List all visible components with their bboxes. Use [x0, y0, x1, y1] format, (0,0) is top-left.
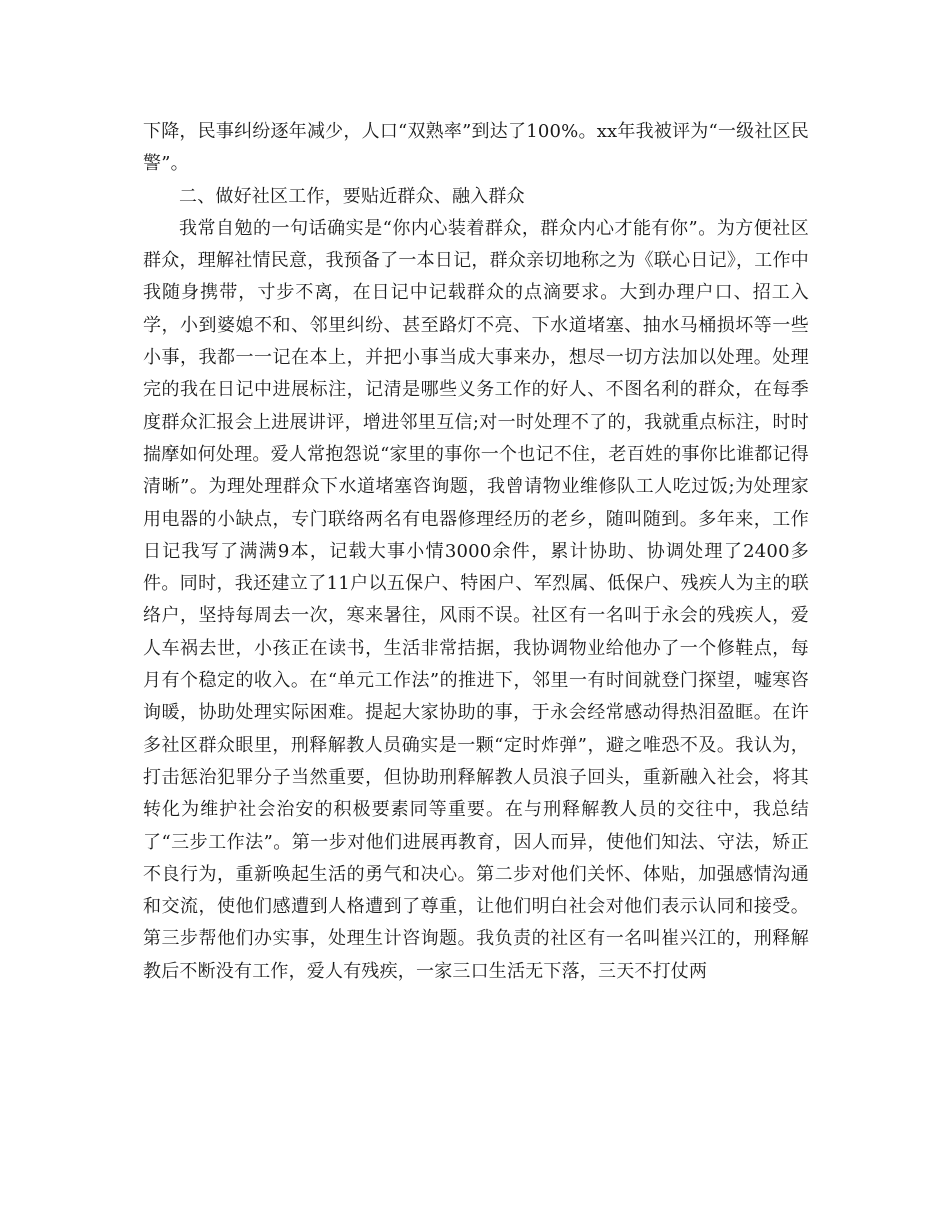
paragraph-body: 我常自勉的一句话确实是“你内心装着群众，群众内心才能有你”。为方便社区群众，理解社情民意，我预备了一本日记，群众亲切地称之为《联心日记》，工作中我随身携带，寸步不离，在日记中记载群众的点滴要求。大到办理户口、招工入学，小到婆媳不和、邻里纠纷、甚至路灯不亮、下水道堵塞、抽水马桶损坏等一些小事，我都一一记在本上，并把小事当成大事来办，想尽一切方法加以处理。处理完的我在日记中进展标注，记清是哪些义务工作的好人、不图名利的群众，在每季度群众汇报会上进展讲评，增进邻里互信;对一时处理不了的，我就重点标注，时时揣摩如何处理。爱人常抱怨说“家里的事你一个也记不住，老百姓的事你比谁都记得清晰”。为理处理群众下水道堵塞咨询题，我曾请物业维修队工人吃过饭;为处理家用电器的小缺点，专门联络两名有电器修理经历的老乡，随叫随到。多年来，工作日记我写了满满9本，记载大事小情3000余件，累计协助、协调处理了2400多件。同时，我还建立了11户以五保户、特困户、军烈属、低保户、残疾人为主的联络户，坚持每周去一次，寒来暑往，风雨不误。社区有一名叫于永会的残疾人，爱人车祸去世，小孩正在读书，生活非常拮据，我协调物业给他办了一个修鞋点，每月有个稳定的收入。在“单元工作法”的推进下，邻里一有时间就登门探望，嘘寒咨询暖，协助处理实际困难。提起大家协助的事，于永会经常感动得热泪盈眶。在许多社区群众眼里，刑释解教人员确实是一颗“定时炸弹”，避之唯恐不及。我认为，打击惩治犯罪分子当然重要，但协助刑释解教人员浪子回头，重新融入社会，将其转化为维护社会治安的积极要素同等重要。在与刑释解教人员的交往中，我总结了“三步工作法”。第一步对他们进展再教育，因人而异，使他们知法、守法，矫正不良行为，重新唤起生活的勇气和决心。第二步对他们关怀、体贴，加强感情沟通和交流，使他们感遭到人格遭到了尊重，让他们明白社会对他们表示认同和接受。第三步帮他们办实事，处理生计咨询题。我负责的社区有一名叫崔兴江的，刑释解教后不断没有工作，爱人有残疾，一家三口生活无下落，三天不打仗两	[143, 217, 809, 982]
section-heading: 二、做好社区工作，要贴近群众、融入群众	[179, 185, 525, 207]
paragraph-continuation: 下降，民事纠纷逐年减少，人口“双熟率”到达了100%。xx年我被评为“一级社区民警”。	[143, 121, 809, 175]
document-body	[143, 116, 809, 988]
